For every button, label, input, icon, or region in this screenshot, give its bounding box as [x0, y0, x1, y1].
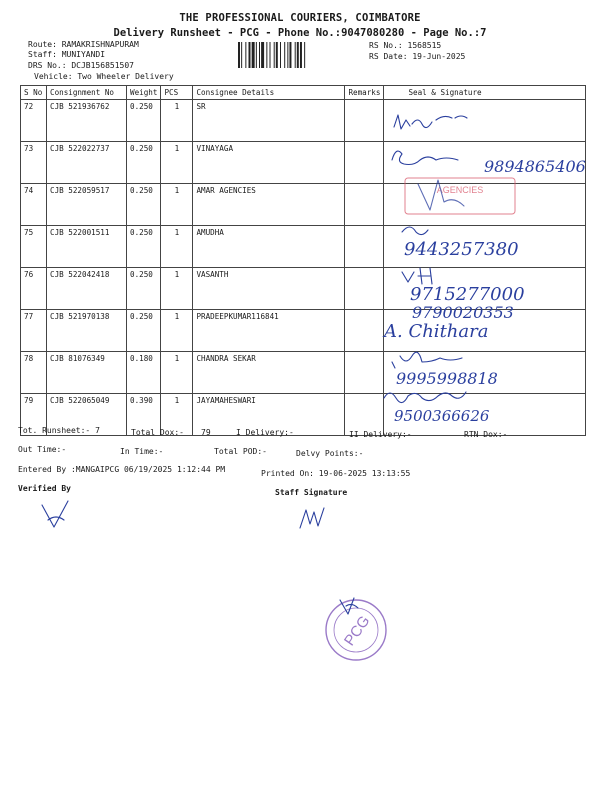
signature-scribble — [394, 115, 467, 129]
row-sno: 76 — [21, 268, 47, 310]
staff-signature-label: Staff Signature — [275, 488, 348, 497]
row-weight: 0.180 — [127, 352, 161, 394]
signature-scribble — [384, 392, 466, 403]
col-seal-signature: Seal & Signature — [384, 86, 586, 100]
col-consignee: Consignee Details — [193, 86, 345, 100]
row-consignee: SR — [193, 100, 345, 142]
row-consignment: CJB 81076349 — [47, 352, 127, 394]
stamp-text: AGENCIES — [436, 185, 484, 195]
row-consignee: AMAR AGENCIES — [193, 184, 345, 226]
col-consignment: Consignment No — [47, 86, 127, 100]
phone-handwriting: 9790020353 — [412, 303, 514, 322]
entered-by: Entered By :MANGAIPCG 06/19/2025 1:12:44 PM — [18, 465, 226, 474]
signature-scribble — [392, 151, 458, 164]
row-consignee: JAYAMAHESWARI — [193, 394, 345, 436]
row-weight: 0.250 — [127, 310, 161, 352]
phone-handwriting: 9500366626 — [394, 407, 490, 425]
staff-label: Staff: MUNIYANDI — [28, 50, 106, 59]
name-handwriting: A. Chithara — [384, 321, 489, 342]
signature-scribble — [402, 227, 428, 235]
row-pcs: 1 — [161, 394, 193, 436]
rtn-dox: RTN Dox:- — [464, 430, 508, 439]
row-pcs: 1 — [161, 310, 193, 352]
row-sno: 73 — [21, 142, 47, 184]
row-sno: 74 — [21, 184, 47, 226]
route-label: Route: RAMAKRISHNAPURAM — [28, 40, 139, 49]
row-sno: 72 — [21, 100, 47, 142]
total-dox-value: 79 — [201, 428, 211, 437]
vehicle-label: Vehicle: Two Wheeler Delivery — [34, 72, 174, 81]
row-pcs: 1 — [161, 184, 193, 226]
out-time: Out Time:- — [18, 445, 67, 454]
row-consignment: CJB 521936762 — [47, 100, 127, 142]
pcg-stamp — [326, 598, 386, 660]
col-pcs: PCS — [161, 86, 193, 100]
row-sno: 75 — [21, 226, 47, 268]
row-sno: 79 — [21, 394, 47, 436]
row-weight: 0.250 — [127, 226, 161, 268]
phone-handwriting: 9894865406 — [484, 157, 586, 176]
runsheet-title: Delivery Runsheet - PCG - Phone No.:9047080280 - Page No.:7 — [113, 27, 487, 39]
row-consignment: CJB 522059517 — [47, 184, 127, 226]
col-remarks: Remarks — [345, 86, 384, 100]
row-consignment: CJB 522001511 — [47, 226, 127, 268]
rs-number: RS No.: 1568515 — [369, 41, 442, 50]
row-weight: 0.250 — [127, 100, 161, 142]
ii-delivery: II Delivery:- — [349, 430, 412, 439]
row-weight: 0.390 — [127, 394, 161, 436]
row-pcs: 1 — [161, 100, 193, 142]
row-consignment: CJB 522065049 — [47, 394, 127, 436]
row-sno: 77 — [21, 310, 47, 352]
total-dox-label: Total Dox:- — [131, 428, 184, 437]
row-weight: 0.250 — [127, 142, 161, 184]
i-delivery: I Delivery:- — [236, 428, 294, 437]
phone-handwriting: 9715277000 — [410, 284, 525, 305]
row-consignee: VINAYAGA — [193, 142, 345, 184]
signature-scribble — [392, 352, 462, 368]
verified-signature — [42, 501, 68, 527]
printed-on: Printed On: 19-06-2025 13:13:55 — [261, 469, 411, 478]
row-weight: 0.250 — [127, 268, 161, 310]
drs-number: DRS No.: DCJB156851507 — [28, 61, 134, 70]
row-pcs: 1 — [161, 226, 193, 268]
staff-signature-mark — [300, 508, 324, 528]
verified-by-label: Verified By — [18, 484, 71, 493]
row-weight: 0.250 — [127, 184, 161, 226]
row-consignee: PRADEEPKUMAR116841 — [193, 310, 345, 352]
svg-text:PCG: PCG — [340, 612, 374, 650]
rs-date: RS Date: 19-Jun-2025 — [369, 52, 466, 61]
row-consignment: CJB 521970138 — [47, 310, 127, 352]
phone-handwriting: 9443257380 — [404, 239, 519, 260]
total-pod: Total POD:- — [214, 447, 267, 456]
row-consignee: AMUDHA — [193, 226, 345, 268]
row-pcs: 1 — [161, 268, 193, 310]
in-time: In Time:- — [120, 447, 164, 456]
phone-handwriting: 9995998818 — [396, 369, 498, 388]
tot-runsheet: Tot. Runsheet:- 7 — [18, 426, 100, 435]
col-sno: S No — [21, 86, 47, 100]
row-pcs: 1 — [161, 352, 193, 394]
row-sno: 78 — [21, 352, 47, 394]
delvy-points: Delvy Points:- — [296, 449, 364, 458]
signature-scribble — [402, 268, 432, 284]
company-stamp — [405, 178, 515, 214]
row-consignment: CJB 522042418 — [47, 268, 127, 310]
row-consignee: CHANDRA SEKAR — [193, 352, 345, 394]
row-consignee: VASANTH — [193, 268, 345, 310]
col-weight: Weight — [127, 86, 161, 100]
row-pcs: 1 — [161, 142, 193, 184]
row-consignment: CJB 522022737 — [47, 142, 127, 184]
company-name: THE PROFESSIONAL COURIERS, COIMBATORE — [179, 12, 421, 24]
